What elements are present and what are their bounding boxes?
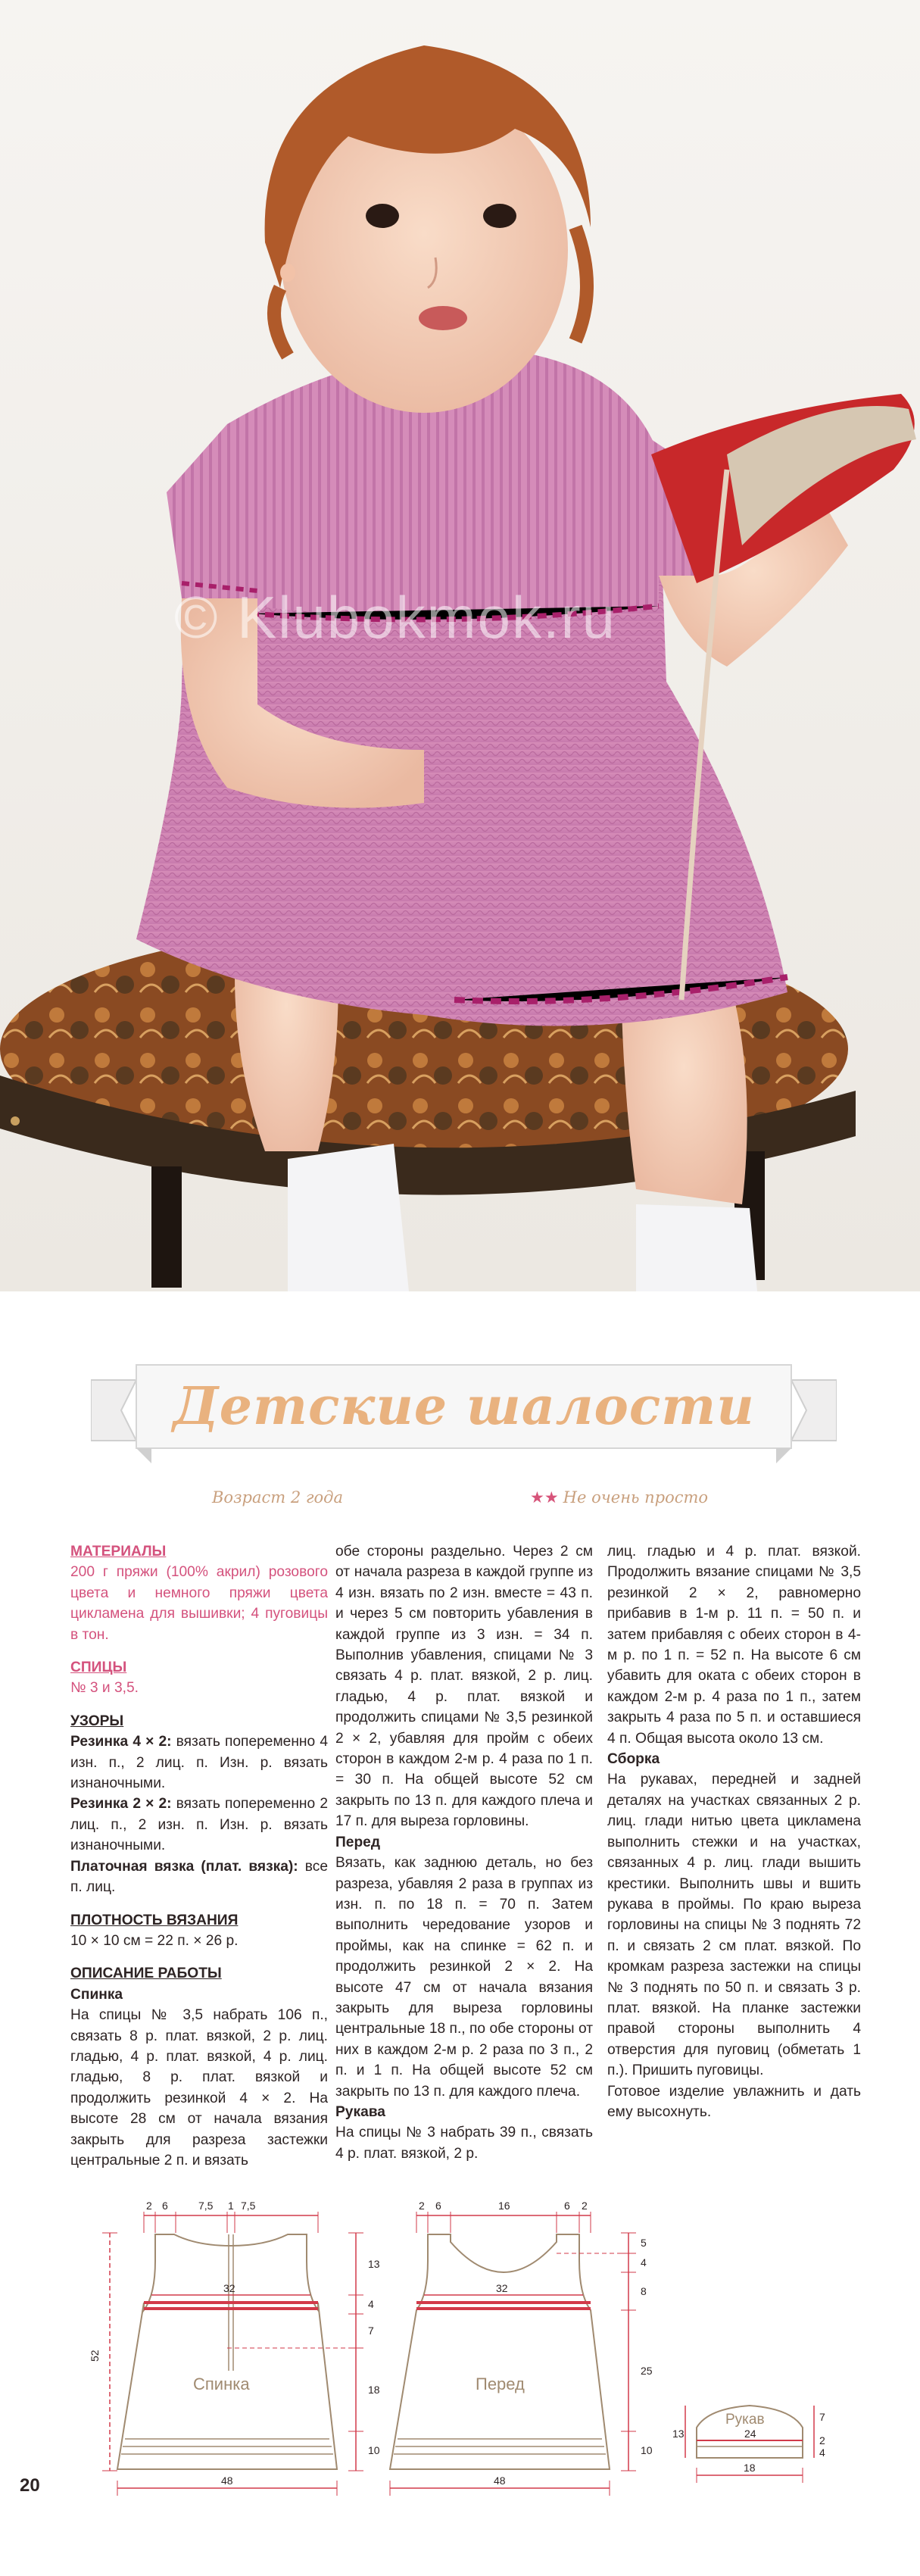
front-bottom-width: 48 xyxy=(494,2475,506,2487)
needles-heading: СПИЦЫ xyxy=(70,1660,127,1676)
difficulty-text: Не очень просто xyxy=(563,1488,709,1507)
garter-text: все п. лиц. xyxy=(70,1858,329,1896)
diagrams-svg xyxy=(0,2197,920,2515)
sleeve-right-dim-2: 2 xyxy=(819,2434,825,2446)
patterns-heading: УЗОРЫ xyxy=(70,1713,124,1729)
sleeve-heading: Рукава xyxy=(335,2103,385,2120)
sleeve-width: 24 xyxy=(744,2428,756,2440)
assembly-heading: Сборка xyxy=(607,1751,660,1768)
sleeve-diagram xyxy=(672,2406,825,2483)
difficulty-label xyxy=(530,1488,708,1507)
back-right-dim-2: 4 xyxy=(368,2298,374,2310)
garter-paragraph xyxy=(70,1856,328,1898)
back-piece-label: Спинка xyxy=(193,2375,250,2393)
rib-4x2-paragraph xyxy=(70,1731,328,1794)
title-ribbon xyxy=(91,1350,837,1463)
sleeve-text-continued: лиц. гладью и 4 р. плат. вязкой. Продолжить вязание спицами № 3,5 резинкой 2 × 2, равномерно прибавив в 1-м р. 11 п. = 50 п. и затем прибавляя с обеих сторон в 4-м р. по 1 п. = 52 п. На высоте 6 см убавить для оката с обеих сторон в каждом 2-м р. 4 раза по 1 п., затем закрыть 4 раза по 5 п. и оставшиеся 4 п. Общая высота около 13 см. xyxy=(607,1544,861,1747)
back-text-continued: обе стороны раздельно. Через 2 см от начала разреза в каждой группе из 4 изн. вязать по 2 изн. вместе = 43 п. и через 5 см повторить убавления в каждой группе из 3 изн. = 34 п. Выполнив убавления, спицами № 3 связать 4 р. плат. вязкой, 2 р. лиц. гладью, 4 р. плат. вязкой и продолжить спицами № 3,5 резинкой 2 × 2, убавляя для пройм с обеих сторон в каждом 2-м р. 4 раза по 1 п. = 30 п. На общей высоте 52 см закрыть по 13 п. для каждого плеча и 17 п. для выреза горловины. xyxy=(335,1544,593,1830)
page-number: 20 xyxy=(20,2475,40,2496)
front-right-dim-5: 10 xyxy=(641,2444,653,2456)
back-right-dim-3: 7 xyxy=(368,2325,374,2337)
front-top-dim-3: 16 xyxy=(498,2200,510,2212)
page-title: Детские шалости xyxy=(173,1376,755,1437)
front-right-dim-3: 8 xyxy=(641,2285,647,2297)
rib-2x2-paragraph xyxy=(70,1794,328,1856)
needles-text: № 3 и 3,5. xyxy=(70,1680,139,1697)
back-text: На спицы № 3,5 набрать 106 п., связать 8 р. плат. вязкой, 2 р. лиц. гладью, 4 р. плат. вязкой, 4 р. лиц. гладью, 8 р. плат. вязкой и продолжить резинкой 4 × 2. На высоте 28 см от начала вязания закрыть для разреза застежки центральные 2 п. и вязать xyxy=(70,2007,328,2169)
front-piece-label: Перед xyxy=(476,2375,525,2393)
gauge-heading: ПЛОТНОСТЬ ВЯЗАНИЯ xyxy=(70,1912,239,1928)
materials-heading: МАТЕРИАЛЫ xyxy=(70,1544,167,1560)
back-right-dim-5: 10 xyxy=(368,2444,380,2456)
sleeve-left-height: 13 xyxy=(672,2428,685,2440)
final-text: Готовое изделие увлажнить и дать ему высохнуть. xyxy=(607,2083,861,2120)
rib-2x2-term: Резинка 2 × 2: xyxy=(70,1796,172,1813)
back-piece-diagram xyxy=(89,2200,380,2496)
back-mid-width: 32 xyxy=(223,2282,235,2294)
rib-2x2-text: вязать попеременно 2 лиц. п., 2 изн. п. Изн. р. вязать изнаночными. xyxy=(70,1796,328,1854)
sleeve-bottom-width: 18 xyxy=(744,2462,756,2474)
back-top-dim-5: 7,5 xyxy=(241,2200,256,2212)
front-top-dim-5: 2 xyxy=(582,2200,588,2212)
front-top-dim-4: 6 xyxy=(564,2200,570,2212)
back-top-dim-2: 6 xyxy=(162,2200,168,2212)
back-heading: Спинка xyxy=(70,1986,123,2003)
text-column-1 xyxy=(70,1541,328,2171)
front-piece-diagram xyxy=(390,2200,653,2496)
description-heading: ОПИСАНИЕ РАБОТЫ xyxy=(70,1966,222,1982)
back-top-dim-3: 7,5 xyxy=(198,2200,214,2212)
gauge-text: 10 × 10 см = 22 п. × 26 р. xyxy=(70,1932,239,1949)
sleeve-label: Рукав xyxy=(725,2412,765,2428)
rib-4x2-text: вязать попеременно 4 изн. п., 2 лиц. п. Изн. р. вязать изнаночными. xyxy=(70,1734,328,1792)
text-column-2 xyxy=(335,1541,593,2164)
text-column-3 xyxy=(607,1541,861,2122)
front-mid-width: 32 xyxy=(496,2282,508,2294)
materials-text: 200 г пряжи (100% акрил) розового цвета и немного пряжи цвета цикламена для вышивки; 4 пуговицы в тон. xyxy=(70,1564,328,1643)
assembly-text: На рукавах, передней и задней деталях на участках связанных 2 р. лиц. глади нитью цвета цикламена выполнить стежки и на участках, связанных 4 р. лиц. глади вышить крестики. Выполнить швы и вшить рукава в проймы. По краю выреза горловины на спицы № 3 поднять 72 п. и связать 2 см плат. вязкой. По кромкам разреза застежки на спицы № 3 поднять по 50 п. и связать 3 р. плат. вязкой. На планке застежки правой стороны выполнить 4 отверстия для пуговиц (обметать 1 п.). Пришить пуговицы. xyxy=(607,1772,861,2079)
front-right-dim-4: 25 xyxy=(641,2365,653,2377)
difficulty-stars-icon: ★★ xyxy=(530,1488,559,1507)
rib-4x2-term: Резинка 4 × 2: xyxy=(70,1734,172,1750)
garter-term: Платочная вязка (плат. вязка): xyxy=(70,1858,298,1875)
back-left-height: 52 xyxy=(89,2350,101,2362)
front-heading: Перед xyxy=(335,1834,381,1850)
back-bottom-width: 48 xyxy=(221,2475,233,2487)
front-top-dim-1: 2 xyxy=(419,2200,425,2212)
sleeve-right-dim-3: 4 xyxy=(819,2446,825,2459)
pattern-diagrams xyxy=(0,2197,920,2515)
front-top-dim-2: 6 xyxy=(435,2200,441,2212)
front-right-dim-2: 4 xyxy=(641,2256,647,2268)
watermark-text: © Klubokmok.ru xyxy=(174,584,617,651)
front-text: Вязать, как заднюю деталь, но без разреза, убавляя 2 раза в группах из изн. п. по 18 п. = 70 п. Затем выполнить чередование узоров и проймы, как на спинке = 62 п. и продолжить резинкой 2 × 2. На высоте 47 см от начала вязания закрыть для выреза горловины центральные 18 п., по обе стороны от них в каждом 2-м р. 2 раза по 3 п., 2 п. и 1 п. На общей высоте 52 см закрыть по 13 п. для каждого плеча. xyxy=(335,1855,593,2100)
sleeve-text: На спицы № 3 набрать 39 п., связать 4 р. плат. вязкой, 2 р. xyxy=(335,2125,593,2162)
age-label: Возраст 2 года xyxy=(212,1488,343,1507)
sleeve-right-dim-1: 7 xyxy=(819,2411,825,2423)
back-right-dim-1: 13 xyxy=(368,2258,380,2270)
back-top-dim-4: 1 xyxy=(228,2200,234,2212)
back-right-dim-4: 18 xyxy=(368,2384,380,2396)
front-right-dim-1: 5 xyxy=(641,2237,647,2249)
back-top-dim-1: 2 xyxy=(146,2200,152,2212)
